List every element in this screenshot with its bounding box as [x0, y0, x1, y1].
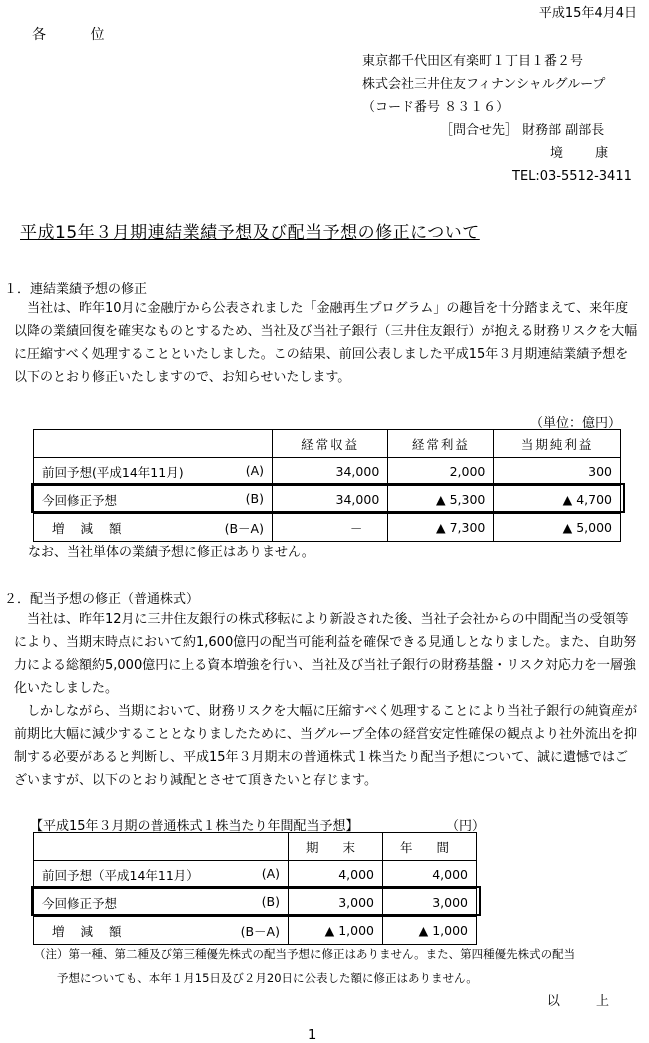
header-net-income: 当期純利益	[494, 430, 621, 458]
header-empty	[34, 833, 289, 861]
sender-tel: TEL:03-5512-3411	[512, 169, 632, 184]
header-ordinary-profit: 経常利益	[388, 430, 494, 458]
sender-address: 東京都千代田区有楽町１丁目１番２号	[362, 54, 584, 69]
table-row: 増 減 額 (B－A) ▲ 1,000 ▲ 1,000	[34, 917, 477, 945]
table-row: 今回修正予想 (B) 34,000 ▲ 5,300 ▲ 4,700	[34, 486, 621, 514]
recipient: 各 位	[32, 27, 125, 43]
table-header-row	[34, 833, 477, 861]
header-revenue: 経常収益	[273, 430, 388, 458]
section1-heading: １．連結業績予想の修正	[4, 282, 148, 297]
section2-heading: ２．配当予想の修正（普通株式）	[4, 592, 200, 607]
closing-mark: 以 上	[546, 994, 625, 1009]
table-row: 前回予想(平成14年11月) (A) 34,000 2,000 300	[34, 458, 621, 486]
revised-row-highlight	[31, 886, 481, 916]
sender-person: 境 康	[550, 146, 623, 161]
header-year-end: 期 末	[289, 833, 383, 861]
document-date: 平成15年4月4日	[538, 6, 637, 21]
dividend-table-caption: 【平成15年３月期の普通株式１株当たり年間配当予想】	[30, 819, 359, 834]
sender-company: 株式会社三井住友フィナンシャルグループ	[362, 77, 606, 92]
sender-contact: ［問合せ先］ 財務部 副部長	[440, 123, 605, 138]
section1-unit: （単位：億円）	[529, 416, 621, 431]
document-title: 平成15年３月期連結業績予想及び配当予想の修正について	[20, 223, 480, 243]
dividend-table-unit: （円）	[446, 819, 486, 834]
header-annual: 年 間	[383, 833, 477, 861]
footnote: （注）第一種、第二種及び第三種優先株式の配当予想に修正はありません。また、第四種優先株式の配当 予想についても、本年１月15日及び２月20日に公表した額に修正はありません。	[34, 947, 576, 985]
table-header-row	[34, 430, 621, 458]
section1-paragraph: 当社は、昨年10月に金融庁から公表されました「金融再生プログラム」の趣旨を十分踏まえて、来年度以降の業績回復を確実なものとするため、当社及び当社子銀行（三井住友銀行）が抱える財務リスクを大幅に圧縮すべく処理することといたしました。この結果、前回公表しました平成15年３月期連結業績予想を以下のとおり修正いたしますので、お知らせいたします。	[14, 301, 638, 385]
page-number: 1	[308, 1028, 317, 1043]
sender-code: （コード番号 ８３１６）	[362, 100, 510, 115]
table-row: 増 減 額 (B－A) － ▲ 7,300 ▲ 5,000	[34, 514, 621, 542]
section1-note: なお、当社単体の業績予想に修正はありません。	[28, 545, 315, 560]
revised-row-highlight	[31, 483, 625, 513]
table-row: 今回修正予想 (B) 3,000 3,000	[34, 889, 477, 917]
sender-block	[362, 50, 632, 188]
table-row: 前回予想（平成14年11月） (A) 4,000 4,000	[34, 861, 477, 889]
header-empty	[34, 430, 273, 458]
section2-paragraphs: 当社は、昨年12月に三井住友銀行の株式移転により新設された後、当社子会社からの中間配当の受領等により、当期末時点において約1,600億円の配当可能利益を確保できる見通しとなりました。また、自助努力による総額約5,000億円に上る資本増強を行い、当社及び当社子銀行の財務基盤・リスク対応力を一層強化いたしました。 しかしながら、当期において、財務リスクを大幅に圧縮すべく処理することにより当社子銀行の純資産が前期比大幅に減少することとなりましたために、当グループ全体の経営安定性確保の観点より社外流出を抑制する必要があると判断し、平成15年３月期末の普通株式１株当たり配当予想について、誠に遺憾ではございますが、以下のとおり減配とさせて頂きたいと存じます。	[14, 612, 638, 788]
